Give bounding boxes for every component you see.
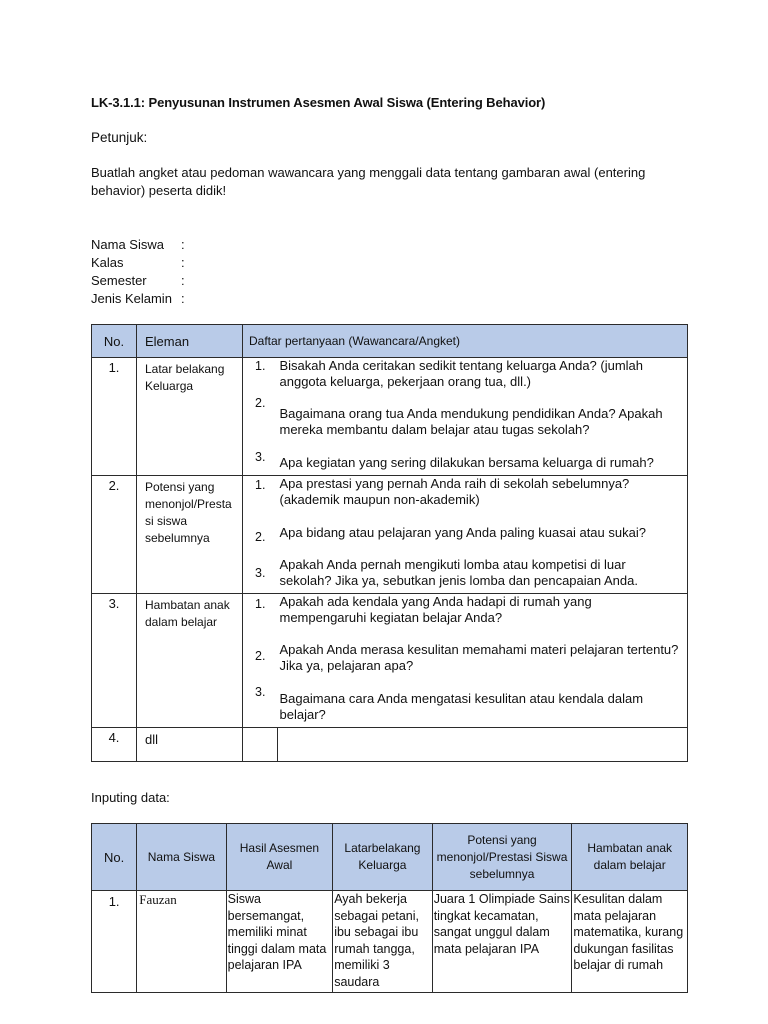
row-number: 4. bbox=[92, 728, 137, 762]
instrument-row bbox=[92, 594, 688, 728]
identity-label: Nama Siswa bbox=[91, 237, 164, 252]
instructions-label: Petunjuk: bbox=[91, 130, 148, 145]
document-title: LK-3.1.1: Penyusunan Instrumen Asesmen Awal Siswa (Entering Behavior) bbox=[91, 95, 546, 110]
header-no: No. bbox=[92, 824, 137, 891]
student-identity-block bbox=[91, 236, 191, 308]
instrument-row bbox=[92, 358, 688, 476]
cell-family-background: Ayah bekerja sebagai petani, ibu sebagai ibu rumah tangga, memiliki 3 saudara bbox=[333, 891, 433, 993]
question-text: Apakah Anda merasa kesulitan memahami materi pelajaran tertentu? Jika ya, pelajaran apa? bbox=[279, 642, 679, 673]
question-text: Apa prestasi yang pernah Anda raih di sekolah sebelumnya? (akademik maupun non-akademik) bbox=[279, 476, 630, 507]
identity-label: Kalas bbox=[91, 255, 124, 270]
identity-row bbox=[91, 290, 191, 308]
identity-row bbox=[91, 236, 191, 254]
identity-colon: : bbox=[181, 291, 185, 306]
question-list bbox=[278, 358, 688, 476]
identity-colon: : bbox=[181, 273, 185, 288]
instrument-header-row bbox=[92, 325, 688, 358]
identity-colon: : bbox=[181, 237, 185, 252]
row-element: Latar belakang Keluarga bbox=[137, 358, 243, 476]
question-list bbox=[278, 476, 688, 594]
question-text: Bisakah Anda ceritakan sedikit tentang keluarga Anda? (jumlah anggota keluarga, pekerjaan orang tua, dll.) bbox=[279, 358, 644, 389]
question-text: Apakah ada kendala yang Anda hadapi di rumah yang mempengaruhi kegiatan belajar Anda? bbox=[279, 594, 592, 625]
data-header-row bbox=[92, 824, 688, 891]
question-number: 1. bbox=[255, 478, 266, 492]
instrument-row bbox=[92, 476, 688, 594]
question-text: Apa kegiatan yang sering dilakukan bersama keluarga di rumah? bbox=[279, 455, 654, 470]
question-number: 2. bbox=[255, 530, 266, 544]
identity-row bbox=[91, 254, 191, 272]
question-number: 2. bbox=[255, 649, 266, 663]
data-row bbox=[92, 891, 688, 993]
cell-obstacles: Kesulitan dalam mata pelajaran matematika, kurang dukungan fasilitas belajar di rumah bbox=[572, 891, 688, 993]
header-potential: Potensi yang menonjol/Prestasi Siswa sebelumnya bbox=[432, 824, 572, 891]
header-obstacles: Hambatan anak dalam belajar bbox=[572, 824, 688, 891]
row-number: 3. bbox=[92, 594, 137, 728]
cell-no: 1. bbox=[92, 891, 137, 993]
question-number: 1. bbox=[255, 597, 266, 611]
question-list bbox=[278, 594, 688, 728]
identity-row bbox=[91, 272, 191, 290]
question-number: 2. bbox=[255, 396, 266, 410]
row-element: Potensi yang menonjol/Presta si siswa sebelumnya bbox=[137, 476, 243, 594]
data-table bbox=[91, 823, 688, 993]
row-element: Hambatan anak dalam belajar bbox=[137, 594, 243, 728]
header-element: Eleman bbox=[137, 325, 243, 358]
instrument-table bbox=[91, 324, 688, 762]
row-element: dll bbox=[137, 728, 243, 762]
header-student-name: Nama Siswa bbox=[137, 824, 226, 891]
header-questions: Daftar pertanyaan (Wawancara/Angket) bbox=[243, 325, 688, 358]
empty-cell bbox=[278, 728, 688, 762]
cell-student-name: Fauzan bbox=[137, 891, 226, 993]
cell-assessment: Siswa bersemangat, memiliki minat tinggi dalam mata pelajaran IPA bbox=[226, 891, 333, 993]
question-text: Bagaimana cara Anda mengatasi kesulitan atau kendala dalam belajar? bbox=[279, 691, 644, 722]
identity-label: Semester bbox=[91, 273, 147, 288]
empty-cell bbox=[243, 728, 278, 762]
question-text: Apa bidang atau pelajaran yang Anda paling kuasai atau sukai? bbox=[279, 525, 646, 540]
question-number: 1. bbox=[255, 359, 266, 373]
inputing-label: Inputing data: bbox=[91, 790, 170, 805]
question-numbers bbox=[243, 476, 278, 594]
question-number: 3. bbox=[255, 566, 266, 580]
question-text: Apakah Anda pernah mengikuti lomba atau kompetisi di luar sekolah? Jika ya, sebutkan jenis lomba dan pencapaian Anda. bbox=[279, 557, 638, 588]
header-assessment: Hasil Asesmen Awal bbox=[226, 824, 333, 891]
question-numbers bbox=[243, 594, 278, 728]
identity-colon: : bbox=[181, 255, 185, 270]
header-no: No. bbox=[92, 325, 137, 358]
identity-label: Jenis Kelamin bbox=[91, 291, 172, 306]
cell-potential: Juara 1 Olimpiade Sains tingkat kecamatan, sangat unggul dalam mata pelajaran IPA bbox=[432, 891, 572, 993]
row-number: 2. bbox=[92, 476, 137, 594]
instrument-row bbox=[92, 728, 688, 762]
question-number: 3. bbox=[255, 450, 266, 464]
question-numbers bbox=[243, 358, 278, 476]
question-number: 3. bbox=[255, 685, 266, 699]
row-number: 1. bbox=[92, 358, 137, 476]
instructions-text: Buatlah angket atau pedoman wawancara yang menggali data tentang gambaran awal (entering behavior) peserta didik! bbox=[91, 165, 646, 198]
header-family-background: Latarbelakang Keluarga bbox=[333, 824, 433, 891]
question-text: Bagaimana orang tua Anda mendukung pendidikan Anda? Apakah mereka membantu dalam belajar atau tugas sekolah? bbox=[279, 406, 663, 437]
